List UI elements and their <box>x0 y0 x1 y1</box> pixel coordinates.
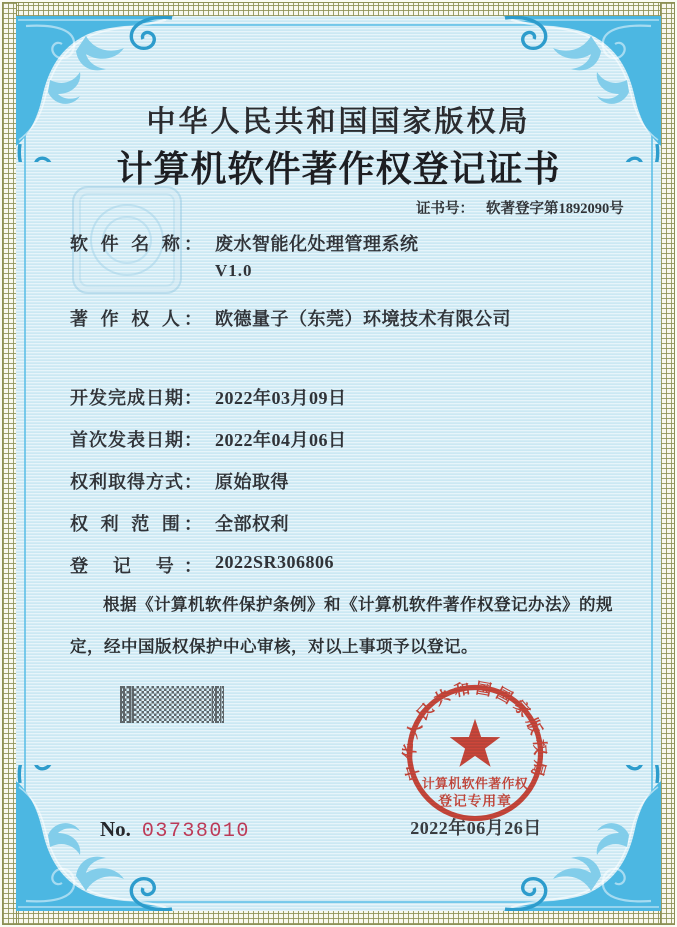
seal-text-line2: 登记专用章 <box>438 793 512 809</box>
certificate-number-label: 证书号： <box>416 201 474 217</box>
official-seal <box>399 677 551 829</box>
field-completion-date <box>70 384 347 410</box>
field-label: 登 记 号： <box>70 556 202 576</box>
barcode <box>120 686 224 723</box>
greek-key-border-top <box>2 2 675 17</box>
field-label: 权利取得方式： <box>70 472 202 492</box>
field-value: 2022年03月09日 <box>215 388 347 408</box>
field-value: 原始取得 <box>215 472 289 492</box>
field-label: 开发完成日期： <box>70 388 202 408</box>
certificate-title: 计算机软件著作权登记证书 <box>116 149 561 189</box>
serial-prefix: No. <box>100 817 131 841</box>
field-value: 2022SR306806 <box>215 552 335 572</box>
field-label: 首次发表日期： <box>70 430 202 450</box>
field-copyright-owner <box>70 305 511 331</box>
field-label: 著 作 权 人： <box>70 309 202 329</box>
software-version: V1.0 <box>215 261 253 280</box>
seal-text-line1: 计算机软件著作权 <box>421 777 529 792</box>
star-icon <box>450 719 501 767</box>
field-rights-scope <box>70 510 289 536</box>
field-value: 欧德量子（东莞）环境技术有限公司 <box>215 309 511 329</box>
field-label: 软 件 名 称： <box>70 234 202 254</box>
certificate-number-value: 软著登字第1892090号 <box>486 201 624 217</box>
field-software-name <box>70 230 419 281</box>
registration-statement: 根据《计算机软件保护条例》和《计算机软件著作权登记办法》的规定，经中国版权保护中心审核，对以上事项予以登记。 <box>70 595 613 656</box>
serial-number: 03738010 <box>141 820 250 843</box>
authority-name: 中华人民共和国国家版权局 <box>146 106 531 138</box>
seal-date: 2022年06月26日 <box>410 818 542 838</box>
field-first-publication-date <box>70 426 347 452</box>
field-value <box>215 230 419 281</box>
field-label: 权 利 范 围： <box>70 514 202 534</box>
field-value: 2022年04月06日 <box>215 430 347 450</box>
serial-number-line <box>100 817 250 843</box>
certificate-number-line <box>416 197 624 218</box>
software-name: 废水智能化处理管理系统 <box>215 234 419 254</box>
seal-arc-text: 中华人民共和国国家版权局 <box>401 680 549 783</box>
field-registration-number <box>70 552 334 578</box>
field-rights-acquisition <box>70 468 289 494</box>
field-value: 全部权利 <box>215 514 289 534</box>
greek-key-border-bottom <box>2 910 675 925</box>
